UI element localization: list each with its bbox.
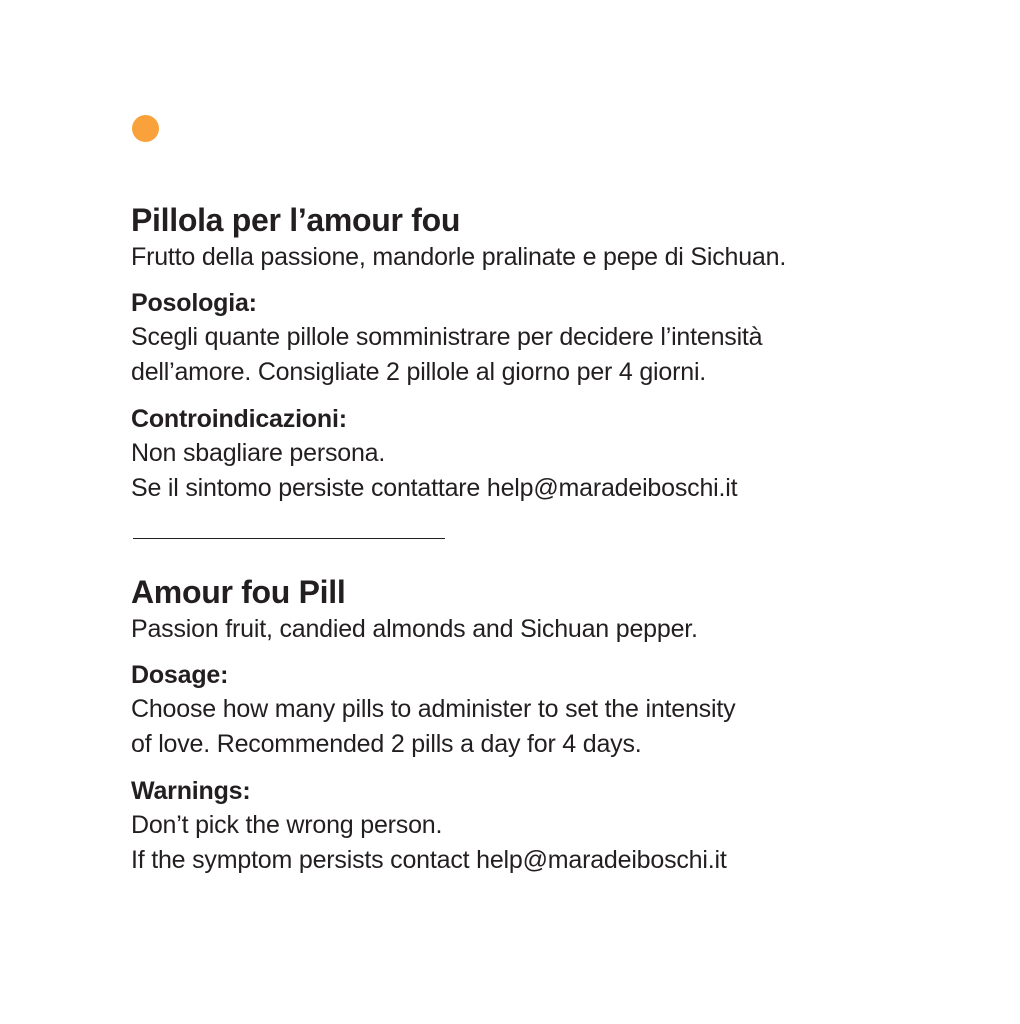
english-dosage-line: of love. Recommended 2 pills a day for 4 days. — [131, 730, 642, 758]
english-subtitle: Passion fruit, candied almonds and Sichuan pepper. — [131, 615, 698, 643]
italian-section — [131, 200, 951, 506]
orange-dot-icon — [132, 115, 159, 142]
english-warnings-line: If the symptom persists contact help@maradeiboschi.it — [131, 846, 727, 874]
italian-warnings-line: Non sbagliare persona. — [131, 439, 386, 467]
section-divider — [133, 538, 445, 539]
italian-subtitle: Frutto della passione, mandorle pralinate e pepe di Sichuan. — [131, 243, 787, 271]
italian-warnings-label: Controindicazioni: — [131, 405, 347, 433]
english-title: Amour fou Pill — [131, 574, 346, 610]
italian-dosage-line: Scegli quante pillole somministrare per decidere l’intensità — [131, 323, 763, 351]
italian-dosage-label: Posologia: — [131, 289, 257, 317]
italian-title: Pillola per l’amour fou — [131, 202, 461, 238]
english-dosage-label: Dosage: — [131, 661, 229, 689]
english-dosage-line: Choose how many pills to administer to set the intensity — [131, 695, 736, 723]
italian-dosage-line: dell’amore. Consigliate 2 pillole al giorno per 4 giorni. — [131, 358, 707, 386]
english-warnings-label: Warnings: — [131, 777, 251, 805]
english-warnings-line: Don’t pick the wrong person. — [131, 811, 443, 839]
italian-warnings-line: Se il sintomo persiste contattare help@maradeiboschi.it — [131, 474, 738, 502]
english-section — [131, 572, 951, 878]
